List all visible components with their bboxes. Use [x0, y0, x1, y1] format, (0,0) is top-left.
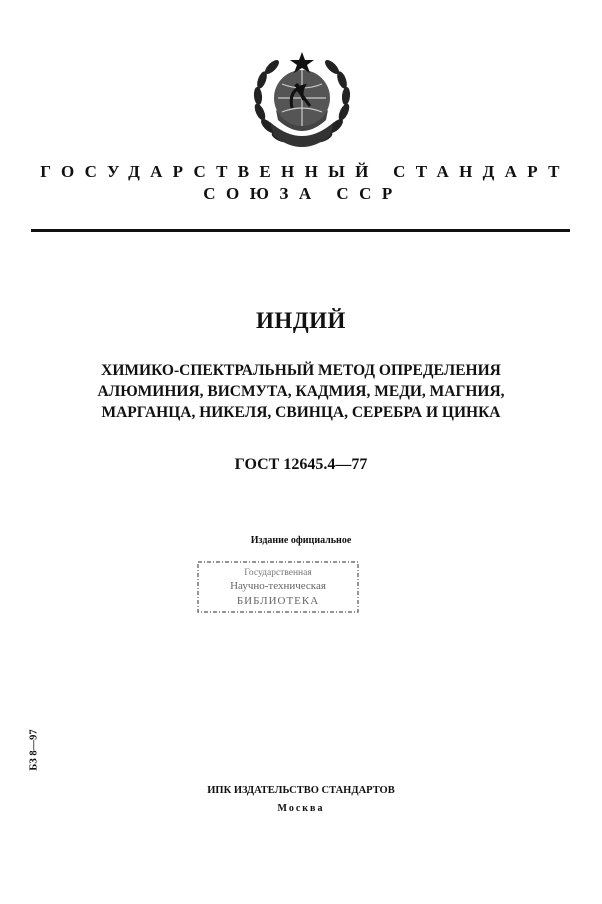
ussr-emblem-icon [248, 50, 356, 158]
document-title: ИНДИЙ [256, 308, 346, 333]
standard-number: ГОСТ 12645.4—77 [234, 456, 368, 473]
stamp-line-2: Научно-техническая [230, 580, 326, 592]
header-ussr: СОЮЗА ССР [203, 184, 403, 203]
subtitle-line: АЛЮМИНИЯ, ВИСМУТА, КАДМИЯ, МЕДИ, МАГНИЯ, [97, 383, 505, 400]
side-code-text: БЗ 8—97 [28, 729, 40, 771]
side-code [26, 720, 42, 780]
document-subtitle [0, 360, 602, 423]
stamp-line-1: Государственная [244, 568, 312, 578]
header-state-standard: ГОСУДАРСТВЕННЫЙ СТАНДАРТ [40, 162, 570, 181]
header-divider [31, 229, 570, 232]
publisher: ИПК ИЗДАТЕЛЬСТВО СТАНДАРТОВ [207, 785, 395, 796]
publisher-city: Москва [277, 803, 325, 814]
library-stamp [196, 560, 360, 614]
subtitle-line: МАРГАНЦА, НИКЕЛЯ, СВИНЦА, СЕРЕБРА И ЦИНКА [101, 404, 501, 421]
subtitle-line: ХИМИКО-СПЕКТРАЛЬНЫЙ МЕТОД ОПРЕДЕЛЕНИЯ [101, 362, 501, 379]
edition-note: Издание официальное [250, 535, 352, 546]
stamp-line-3: БИБЛИОТЕКА [236, 595, 320, 607]
